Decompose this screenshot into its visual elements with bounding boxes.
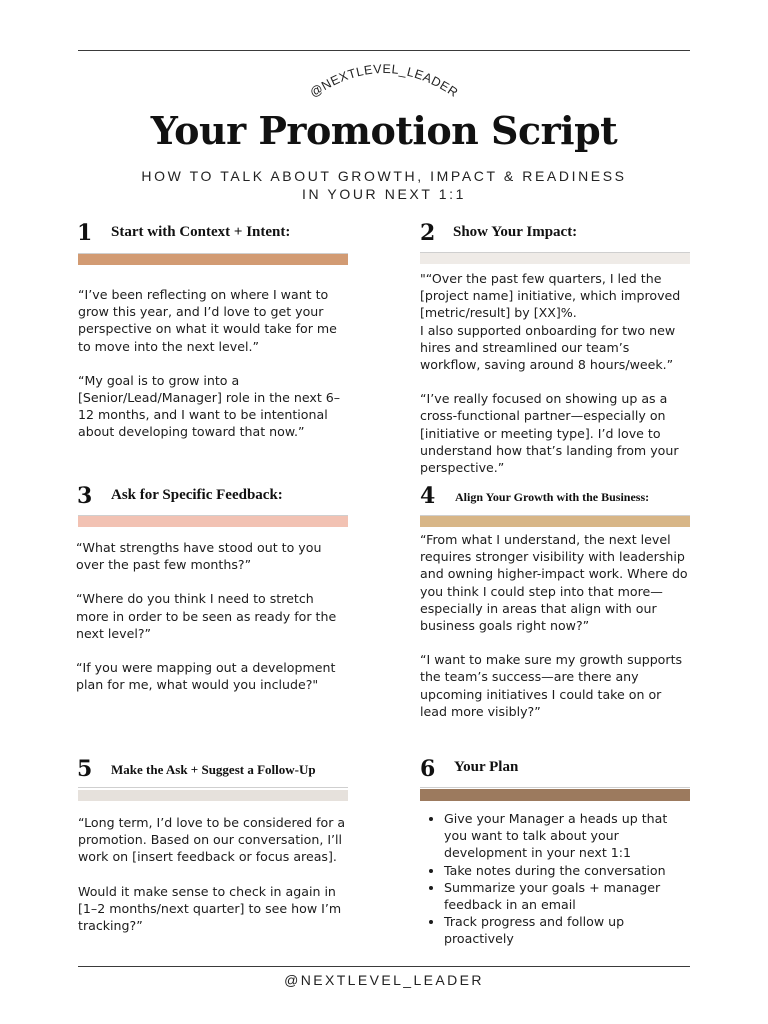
section-4-paragraph: “From what I understand, the next level requires stronger visibility with leadership and owning higher-impact work. Where do you think I could step into that more—especially in areas that align with our business goals right now?” [420,532,688,634]
section-1-paragraph: “My goal is to grow into a [Senior/Lead/Manager] role in the next 6–12 months, and I want to be intentional about developing toward that now.” [78,372,341,440]
section-1-rule [78,253,348,254]
section-5-bar [78,790,348,801]
plan-item: • Give your Manager a heads up that you want to talk about your development in your next 1:1 [444,810,692,862]
section-3-title: Ask for Specific Feedback: [111,487,283,503]
section-5-title: Make the Ask + Suggest a Follow-Up [111,762,316,777]
header-handle-arc [304,56,464,106]
section-3-body [76,539,348,710]
section-5-rule [78,787,348,788]
section-6-number: 6 [420,756,436,782]
section-2-paragraph: "“Over the past few quarters, I led the [project name] initiative, which improved [metric/result] by [XX]%. I also supported onboarding for two new hires and streamlined our team’s workflow, saving around 8 hours/week.” [420,271,681,373]
section-6-bar [420,789,690,801]
header-handle: @NEXTLEVEL_LEADER [307,61,461,101]
section-6-rule [420,787,690,788]
subtitle-line-1: HOW TO TALK ABOUT GROWTH, IMPACT & READINESS [141,168,627,184]
page-title: Your Promotion Script [150,108,618,153]
section-2-bar [420,253,690,264]
bottom-rule [78,966,690,967]
plan-item: • Take notes during the conversation [444,862,692,879]
section-4-bar [420,516,690,527]
section-4-title: Align Your Growth with the Business: [455,490,650,504]
plan-list [420,810,692,948]
section-5-paragraph: “Long term, I’d love to be considered for a promotion. Based on our conversation, I’ll work on [insert feedback or focus areas]. [78,815,346,865]
section-4-number: 4 [420,483,436,509]
section-3-paragraph: “If you were mapping out a development plan for me, what would you include?" [76,660,336,693]
footer-handle: @NEXTLEVEL_LEADER [284,972,484,988]
section-1-paragraph: “I’ve been reflecting on where I want to grow this year, and I’d love to get your perspective on what it would take for me to move into the next level.” [78,287,337,354]
svg-text:@NEXTLEVEL_LEADER [307,62,460,100]
section-3-paragraph: “What strengths have stood out to you over the past few months?” [76,540,322,573]
section-1-bar [78,254,348,265]
plan-item: • Summarize your goals + manager feedback in an email [444,879,692,913]
top-rule [78,50,690,51]
subtitle-line-2: IN YOUR NEXT 1:1 [301,186,466,202]
section-4-body [420,531,692,737]
plan-item: • Track progress and follow up proactively [444,913,692,947]
section-2-body [420,270,692,493]
section-2-number: 2 [420,220,436,246]
section-1-number: 1 [77,220,93,246]
section-2-title: Show Your Impact: [453,224,578,240]
section-3-number: 3 [77,483,93,509]
section-5-number: 5 [77,756,93,782]
section-2-paragraph: “I’ve really focused on showing up as a cross-functional partner—especially on [initiative or meeting type]. I’d love to understand how that’s landing from your perspective.” [420,391,679,476]
section-6-body [420,810,692,948]
section-5-body [78,814,348,951]
section-1-title: Start with Context + Intent: [111,224,291,240]
section-6-title: Your Plan [454,759,519,775]
section-3-bar [78,516,348,527]
section-4-paragraph: “I want to make sure my growth supports the team’s success—are there any upcoming initiatives I could take on or lead more visibly?” [420,652,683,719]
section-3-paragraph: “Where do you think I need to stretch more in order to be seen as ready for the next level?” [76,591,337,641]
section-5-paragraph: Would it make sense to check in again in [1–2 months/next quarter] to see how I’m tracking?” [78,883,342,934]
section-1-body [78,286,346,458]
